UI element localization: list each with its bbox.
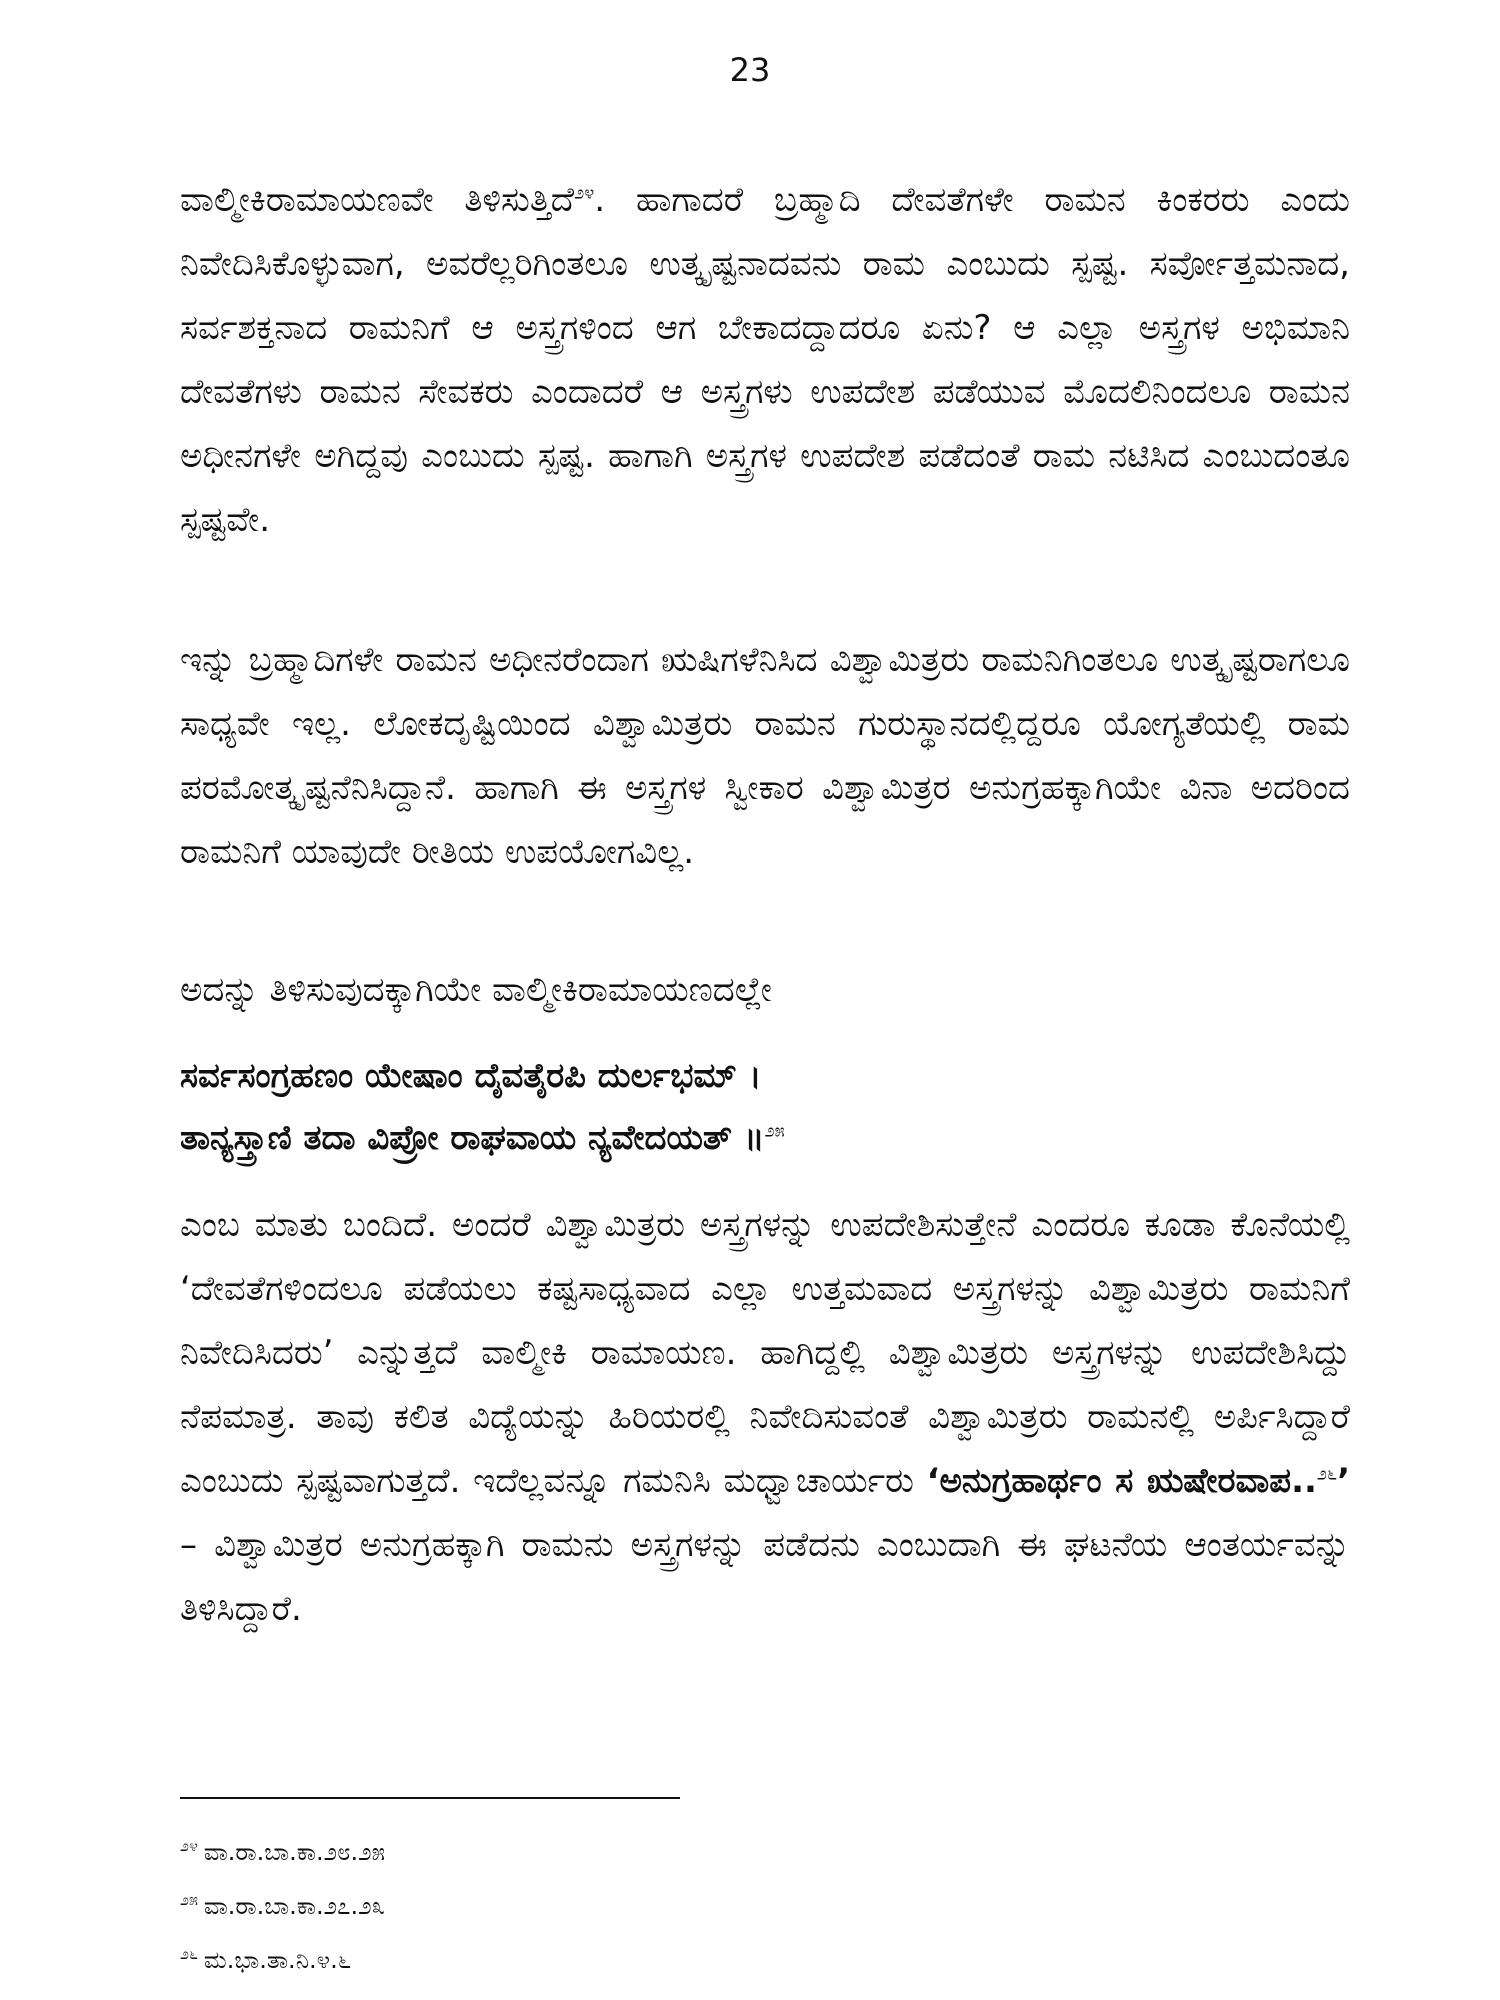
footnote-marker: ೨೫: [180, 1890, 198, 1909]
footnote-text: ವಾ.ರಾ.ಬಾ.ಕಾ.೨೭.೨೩: [203, 1892, 386, 1920]
footnote-ref-25: ೨೫: [764, 1120, 785, 1142]
footnote-marker: ೨೬: [180, 1944, 198, 1963]
paragraph-2: ಇನ್ನು ಬ್ರಹ್ಮಾದಿಗಳೇ ರಾಮನ ಅಧೀನರೆಂದಾಗ ಋಷಿಗಳೆನಿಸಿದ ವಿಶ್ವಾಮಿತ್ರರು ರಾಮನಿಗಿಂತಲೂ ಉತ್ಕೃಷ್ಟರಾಗಲೂ ಸಾಧ್ಯವೇ ಇಲ್ಲ. ಲೋಕದೃಷ್ಟಿಯಿಂದ ವಿಶ್ವಾಮಿತ್ರರು ರಾಮನ ಗುರುಸ್ಥಾನದಲ್ಲಿದ್ದರೂ ಯೋಗ್ಯತೆಯಲ್ಲಿ ರಾಮ ಪರಮೋತ್ಕೃಷ್ಟನೆನಿಸಿದ್ದಾನೆ. ಹಾಗಾಗಿ ಈ ಅಸ್ತ್ರಗಳ ಸ್ವೀಕಾರ ವಿಶ್ವಾಮಿತ್ರರ ಅನುಗ್ರಹಕ್ಕಾಗಿಯೇ ವಿನಾ ಅದರಿಂದ ರಾಮನಿಗೆ ಯಾವುದೇ ರೀತಿಯ ಉಪಯೋಗವಿಲ್ಲ.: [180, 640, 1350, 872]
footnote-text: ಮ.ಭಾ.ತಾ.ನಿ.೪.೬: [203, 1946, 352, 1974]
madhva-quote: ‘ಅನುಗ್ರಹಾರ್ಥಂ ಸ ಋಷೇರವಾಪ..$^{೨೬}$’: [926, 1461, 1350, 1501]
footnote-ref-26: ೨೬: [1316, 1463, 1338, 1485]
sanskrit-verse: [180, 1045, 1350, 1169]
paragraph-4-text: ಎಂಬ ಮಾತು ಬಂದಿದೆ. ಅಂದರೆ ವಿಶ್ವಾಮಿತ್ರರು ಅಸ್ತ್ರಗಳನ್ನು ಉಪದೇಶಿಸುತ್ತೇನೆ ಎಂದರೂ ಕೂಡಾ ಕೊನೆಯಲ್ಲಿ ‘ದೇವತೆಗಳಿಂದಲೂ ಪಡೆಯಲು ಕಷ್ಟಸಾಧ್ಯವಾದ ಎಲ್ಲಾ ಉತ್ತಮವಾದ ಅಸ್ತ್ರಗಳನ್ನು ವಿಶ್ವಾಮಿತ್ರರು ರಾಮನಿಗೆ ನಿವೇದಿಸಿದರು’ ಎನ್ನುತ್ತದೆ ವಾಲ್ಮೀಕಿ ರಾಮಾಯಣ. ಹಾಗಿದ್ದಲ್ಲಿ ವಿಶ್ವಾಮಿತ್ರರು ಅಸ್ತ್ರಗಳನ್ನು ಉಪದೇಶಿಸಿದ್ದು ನೆಪಮಾತ್ರ. ತಾವು ಕಲಿತ ವಿದ್ಯೆಯನ್ನು ಹಿರಿಯರಲ್ಲಿ ನಿವೇದಿಸುವಂತೆ ವಿಶ್ವಾಮಿತ್ರರು ರಾಮನಲ್ಲಿ ಅರ್ಪಿಸಿದ್ದಾರೆ ಎಂಬುದು ಸ್ಪಷ್ಟವಾಗುತ್ತದೆ. ಇದೆಲ್ಲವನ್ನೂ ಗಮನಿಸಿ ಮಧ್ವಾಚಾರ್ಯರು: [180, 1205, 1350, 1501]
footnote-24: [180, 1822, 980, 1876]
footnote-divider: [180, 1797, 680, 1799]
paragraph-1-text-cont: . ಹಾಗಾದರೆ ಬ್ರಹ್ಮಾದಿ ದೇವತೆಗಳೇ ರಾಮನ ಕಿಂಕರರು ಎಂದು ನಿವೇದಿಸಿಕೊಳ್ಳುವಾಗ, ಅವರೆಲ್ಲರಿಗಿಂತಲೂ ಉತ್ಕೃಷ್ಟನಾದವನು ರಾಮ ಎಂಬುದು ಸ್ಪಷ್ಟ. ಸರ್ವೋತ್ತಮನಾದ, ಸರ್ವಶಕ್ತನಾದ ರಾಮನಿಗೆ ಆ ಅಸ್ತ್ರಗಳಿಂದ ಆಗ ಬೇಕಾದದ್ದಾದರೂ ಏನು? ಆ ಎಲ್ಲಾ ಅಸ್ತ್ರಗಳ ಅಭಿಮಾನಿ ದೇವತೆಗಳು ರಾಮನ ಸೇವಕರು ಎಂದಾದರೆ ಆ ಅಸ್ತ್ರಗಳು ಉಪದೇಶ ಪಡೆಯುವ ಮೊದಲಿನಿಂದಲೂ ರಾಮನ ಅಧೀನಗಳೇ ಅಗಿದ್ದವು ಎಂಬುದು ಸ್ಪಷ್ಟ. ಹಾಗಾಗಿ ಅಸ್ತ್ರಗಳ ಉಪದೇಶ ಪಡೆದಂತೆ ರಾಮ ನಟಿಸಿದ ಎಂಬುದಂತೂ ಸ್ಪಷ್ಟವೇ.: [180, 180, 1350, 540]
paragraph-1-text: ವಾಲ್ಮೀಕಿರಾಮಾಯಣವೇ ತಿಳಿಸುತ್ತಿದೆ: [180, 180, 575, 220]
footnote-26: [180, 1930, 980, 1984]
footnote-25: [180, 1876, 980, 1930]
footnotes: [180, 1822, 980, 1984]
paragraph-1: [180, 168, 1350, 552]
footnote-marker: ೨೪: [180, 1836, 198, 1855]
footnote-text: ವಾ.ರಾ.ಬಾ.ಕಾ.೨೮.೨೫: [203, 1838, 386, 1866]
verse-line-2: ತಾನ್ಯಸ್ತ್ರಾಣಿ ತದಾ ವಿಪ್ರೋ ರಾಘವಾಯ ನ್ಯವೇದಯತ್ ॥$^{೨೫}$: [180, 1118, 785, 1158]
paragraph-4: [180, 1193, 1350, 1641]
footnote-ref-24: ೨೪: [574, 182, 595, 204]
verse-line-1: ಸರ್ವಸಂಗ್ರಹಣಂ ಯೇಷಾಂ ದೈವತೈರಪಿ ದುರ್ಲಭಮ್ ।: [180, 1056, 762, 1096]
page-number: 23: [729, 51, 771, 89]
paragraph-3: ಅದನ್ನು ತಿಳಿಸುವುದಕ್ಕಾಗಿಯೇ ವಾಲ್ಮೀಕಿರಾಮಾಯಣದಲ್ಲೇ: [180, 970, 772, 1010]
paragraph-4-text-cont: – ವಿಶ್ವಾಮಿತ್ರರ ಅನುಗ್ರಹಕ್ಕಾಗಿ ರಾಮನು ಅಸ್ತ್ರಗಳನ್ನು ಪಡೆದನು ಎಂಬುದಾಗಿ ಈ ಘಟನೆಯ ಆಂತರ್ಯವನ್ನು ತಿಳಿಸಿದ್ದಾರೆ.: [180, 1525, 1350, 1629]
